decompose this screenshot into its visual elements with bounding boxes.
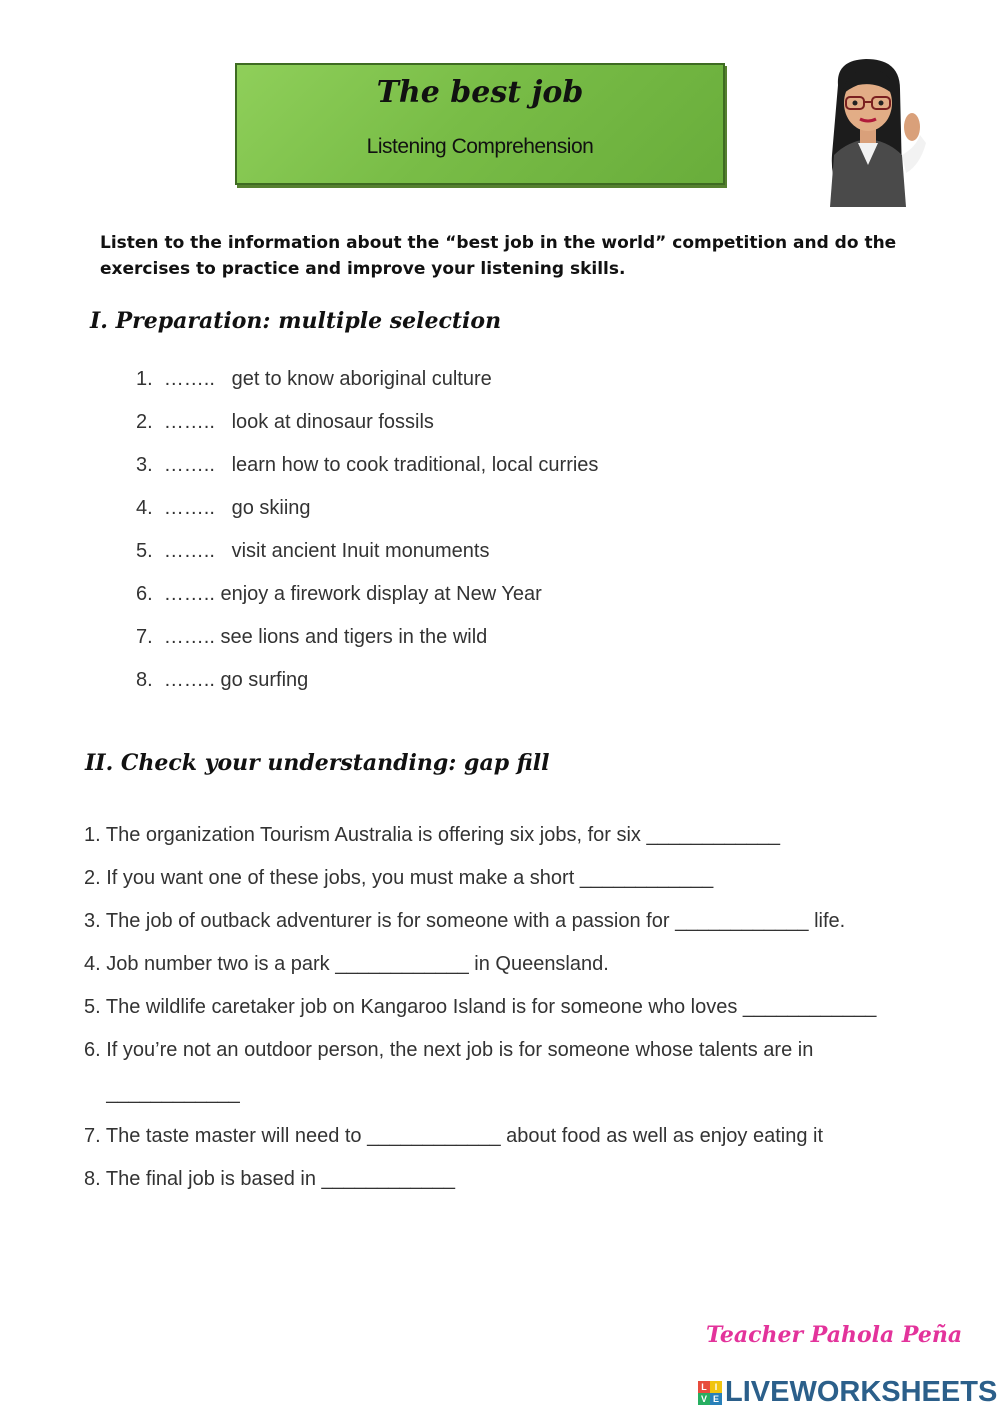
- logo-letter: V: [698, 1393, 710, 1405]
- list-item: 1. The organization Tourism Australia is offering six jobs, for six ____________: [84, 824, 780, 846]
- list-item: 2. …….. look at dinosaur fossils: [136, 411, 434, 433]
- list-item: 6. …….. enjoy a firework display at New Year: [136, 583, 542, 605]
- list-item: 3. The job of outback adventurer is for someone with a passion for ____________ life.: [84, 910, 846, 932]
- logo-letter: I: [710, 1381, 722, 1393]
- list-item: 7. The taste master will need to ____________ about food as well as enjoy eating it: [84, 1125, 824, 1147]
- logo-letter: L: [698, 1381, 710, 1393]
- list-item: 2. If you want one of these jobs, you must make a short ____________: [84, 867, 714, 889]
- teacher-signature: Teacher Pahola Peña: [706, 1322, 963, 1348]
- teacher-avatar-icon: [808, 55, 930, 210]
- worksheet-title: The best job: [376, 75, 584, 110]
- worksheet-subtitle: Listening Comprehension: [366, 135, 594, 158]
- list-item: 1. …….. get to know aboriginal culture: [136, 368, 492, 390]
- list-item: 8. …….. go surfing: [136, 669, 309, 691]
- liveworksheets-logo[interactable]: [698, 1376, 997, 1409]
- gap-fill-list: [84, 814, 954, 1201]
- logo-letter: E: [710, 1393, 722, 1405]
- list-item: 8. The final job is based in ____________: [84, 1168, 456, 1190]
- list-item: 3. …….. learn how to cook traditional, local curries: [136, 454, 599, 476]
- list-item: 4. …….. go skiing: [136, 497, 311, 519]
- section-heading-preparation: I. Preparation: multiple selection: [90, 308, 502, 334]
- list-item: 5. …….. visit ancient Inuit monuments: [136, 540, 490, 562]
- instructions-text: Listen to the information about the “best job in the world” competition and do the exercises to practice and improve your listening skills.: [100, 233, 897, 279]
- liveworksheets-icon: [698, 1381, 722, 1405]
- title-banner: [235, 63, 725, 185]
- list-item: 7. …….. see lions and tigers in the wild: [136, 626, 488, 648]
- list-item: 5. The wildlife caretaker job on Kangaroo Island is for someone who loves ____________: [84, 996, 877, 1018]
- multiple-selection-list: [136, 368, 598, 712]
- section-heading-gap-fill: II. Check your understanding: gap fill: [85, 750, 550, 776]
- list-item: 6. If you’re not an outdoor person, the next job is for someone whose talents are in ____________: [84, 1039, 814, 1104]
- list-item: 4. Job number two is a park ____________ in Queensland.: [84, 953, 609, 975]
- liveworksheets-brand: LIVEWORKSHEETS: [725, 1376, 998, 1408]
